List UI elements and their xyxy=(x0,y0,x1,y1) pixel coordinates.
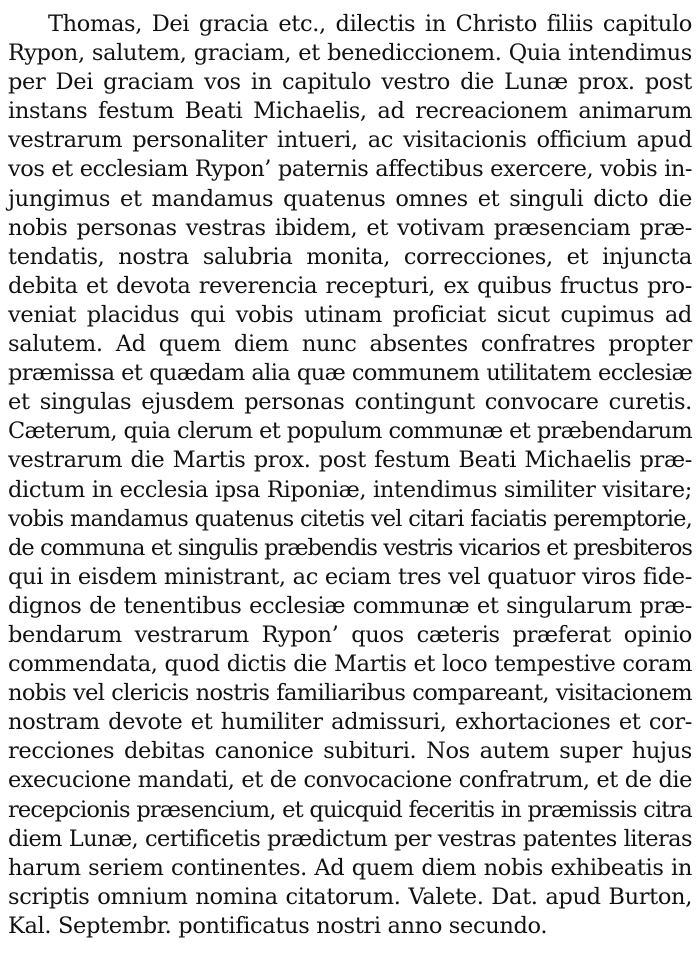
text-line: bendarum vestrarum Rypon’ quos cæteris præferat opinio xyxy=(8,621,692,648)
text-line: recepcionis præsencium, et quicquid feceritis in præmissis citra xyxy=(8,796,692,823)
text-line: jungimus et mandamus quatenus omnes et singuli dicto die xyxy=(8,185,692,212)
text-line: commendata, quod dictis die Martis et loco tempestive coram xyxy=(8,651,692,678)
text-line: dictum in ecclesia ipsa Riponiæ, intendimus similiter visitare; xyxy=(8,476,692,503)
text-line: dignos de tenentibus ecclesiæ communæ et singularum præ- xyxy=(8,592,692,619)
text-line: Thomas, Dei gracia etc., dilectis in Christo filiis capitulo xyxy=(48,11,692,37)
text-line: vobis mandamus quatenus citetis vel citari faciatis peremptorie, xyxy=(8,505,692,532)
text-line: et singulas ejusdem personas contingunt convocare curetis. xyxy=(8,389,692,416)
text-line: debita et devota reverencia recepturi, ex quibus fructus pro- xyxy=(8,272,692,299)
text-line: Kal. Septembr. pontificatus nostri anno secundo. xyxy=(8,912,548,939)
text-line: vestrarum die Martis prox. post festum Beati Michaelis præ- xyxy=(8,447,692,474)
text-line: vestrarum personaliter intueri, ac visitacionis officium apud xyxy=(8,127,692,154)
text-line: recciones debitas canonice subituri. Nos autem super hujus xyxy=(8,738,692,765)
text-line: veniat placidus qui vobis utinam proficiat sicut cupimus ad xyxy=(8,301,692,328)
text-line: diem Lunæ, certificetis prædictum per vestras patentes literas xyxy=(8,825,692,852)
text-line: tendatis, nostra salubria monita, correcciones, et injuncta xyxy=(8,243,692,270)
text-line: qui in eisdem ministrant, ac eciam tres vel quatuor viros fide- xyxy=(8,563,692,590)
text-line: de communa et singulis præbendis vestris vicarios et presbiteros xyxy=(8,534,692,561)
text-line: nobis personas vestras ibidem, et votivam præsenciam præ- xyxy=(8,214,692,241)
letter-paragraph xyxy=(8,10,692,941)
text-line: scriptis omnium nomina citatorum. Valete. Dat. apud Burton, xyxy=(8,883,692,910)
document-page xyxy=(8,10,692,941)
text-line: instans festum Beati Michaelis, ad recreacionem animarum xyxy=(8,98,692,125)
text-line: præmissa et quædam alia quæ communem utilitatem ecclesiæ xyxy=(8,360,692,387)
text-line: execucione mandati, et de convocacione confratrum, et de die xyxy=(8,767,692,794)
text-line: nostram devote et humiliter admissuri, exhortaciones et cor- xyxy=(8,709,692,736)
text-line: vos et ecclesiam Rypon’ paternis affectibus exercere, vobis in- xyxy=(8,156,692,183)
text-line: Cæterum, quia clerum et populum communæ et præbendarum xyxy=(8,418,692,445)
text-line: harum seriem continentes. Ad quem diem nobis exhibeatis in xyxy=(8,854,692,881)
text-line: nobis vel clericis nostris familiaribus compareant, visitacionem xyxy=(8,680,692,707)
text-line: salutem. Ad quem diem nunc absentes confratres propter xyxy=(8,331,692,358)
text-line: per Dei graciam vos in capitulo vestro die Lunæ prox. post xyxy=(8,69,692,96)
text-line: Rypon, salutem, graciam, et benediccionem. Quia intendimus xyxy=(8,40,692,67)
